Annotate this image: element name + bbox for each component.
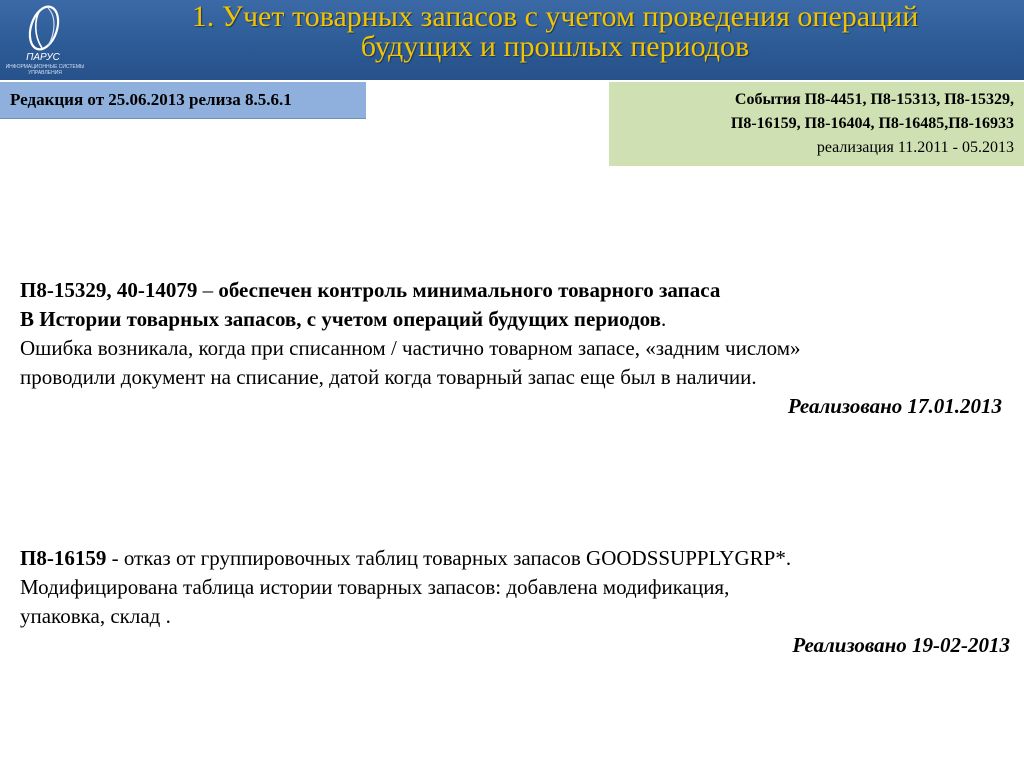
implemented-date: Реализовано 19-02-2013 <box>792 633 1010 657</box>
item-summary: - отказ от группировочных таблиц товарных запасов GOODSSUPPLYGRP*. <box>106 546 792 570</box>
item-subheading-text: В Истории товарных запасов, с учетом операций будущих периодов <box>20 307 661 331</box>
implemented-date: Реализовано 17.01.2013 <box>787 394 1002 418</box>
edition-text: Редакция от 25.06.2013 релиза 8.5.6.1 <box>10 90 292 109</box>
change-item-15329 <box>20 276 1010 421</box>
edition-banner <box>0 82 366 119</box>
events-line-1: События П8-4451, П8-15313, П8-15329, <box>734 91 1014 108</box>
item-description-1: Ошибка возникала, когда при списанном / частично товарном запасе, «задним числом» <box>20 336 801 360</box>
item-heading <box>20 276 1010 305</box>
item-dash: – <box>197 278 219 302</box>
parus-logo <box>4 2 85 76</box>
item-summary: обеспечен контроль минимального товарного запаса <box>218 278 721 302</box>
logo-subtext: ИНФОРМАЦИОННЫЕ СИСТЕМЫ УПРАВЛЕНИЯ <box>5 64 85 76</box>
item-subheading <box>20 305 1010 334</box>
events-period: реализация 11.2011 - 05.2013 <box>816 139 1014 156</box>
logo-text: ПАРУС <box>26 52 60 63</box>
page-title <box>90 2 1020 62</box>
events-line-2: П8-16159, П8-16404, П8-16485,П8-16933 <box>730 115 1014 132</box>
title-line-2: будущих и прошлых периодов <box>360 30 750 63</box>
item-description-2: проводили документ на списание, датой когда товарный запас еще был в наличии. <box>20 365 757 389</box>
item-heading <box>20 544 1010 573</box>
events-box <box>609 82 1024 166</box>
header-bar <box>0 0 1024 80</box>
item-description-2: упаковка, склад . <box>20 604 171 628</box>
item-description-1: Модифицирована таблица истории товарных запасов: добавлена модификация, <box>20 575 730 599</box>
item-ids: П8-15329, 40-14079 <box>20 278 198 302</box>
title-line-1: 1. Учет товарных запасов с учетом проведения операций <box>191 0 919 33</box>
item-subheading-end: . <box>660 307 667 331</box>
item-id: П8-16159 <box>20 546 107 570</box>
change-item-16159 <box>20 544 1010 660</box>
